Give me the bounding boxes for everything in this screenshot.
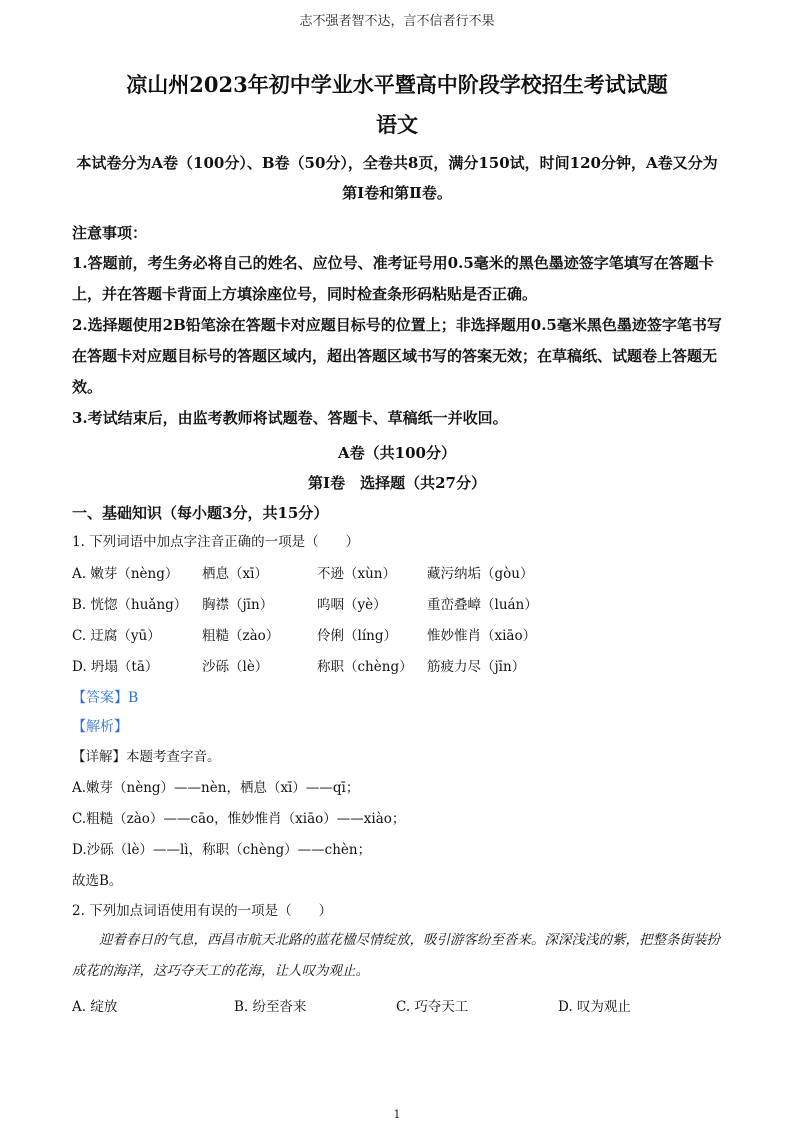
option-cell: 粗糙（zào） [202,627,280,644]
option-cell: D. 坍塌（tā） [72,658,159,675]
exam-title: 凉山州2023年初中学业水平暨高中阶段学校招生考试试题 [126,72,668,97]
answer-label: 【答案】B [72,690,139,706]
exam-intro: 本试卷分为A卷（100分）、B卷（50分），全卷共8页，满分150试，时间120分钟，A卷又分为第Ⅰ卷和第Ⅱ卷。 [76,154,718,202]
option-cell: 筋疲力尽（jīn） [427,658,526,675]
option-row-a [72,556,722,587]
option-cell: B. 恍惚（huǎng） [72,596,188,613]
detail-line: A.嫩芽（nèng）——nèn，栖息（xī）——qī； [72,780,360,796]
page-header: 志不强者智不达，言不信者行不果 [299,14,495,29]
option-cell: A. 嫩芽（nèng） [72,565,179,582]
notice-heading: 注意事项： [72,224,148,242]
notice-item: 2.选择题使用2B铅笔涂在答题卡对应题目标号的位置上；非选择题用0.5毫米黑色墨迹签字笔书写在答题卡对应题目标号的答题区域内，超出答题区域书写的答案无效；在草稿纸、试题卷上答题无效。 [72,316,722,396]
option-cell: 沙砾（lè） [202,658,269,675]
option-cell: 呜咽（yè） [317,596,387,613]
question-1-stem: 1. 下列词语中加点字注音正确的一项是（ ） [72,534,360,550]
option-cell: 栖息（xī） [202,565,268,582]
detail-line: 【详解】本题考查字音。 [72,749,221,765]
option-row-d [72,649,722,680]
detail-line: C.粗糙（zào）——cāo，惟妙惟肖（xiāo）——xiào； [72,811,406,827]
option-cell: C. 迂腐（yū） [72,627,161,644]
question-2-stem: 2. 下列加点词语使用有误的一项是（ ） [72,903,333,919]
option-cell: 伶俐（líng） [317,627,397,644]
option-d: D. 叹为观止 [558,999,631,1015]
detail-line: 故选B。 [72,873,123,889]
document-body [72,70,722,1015]
section-1-heading: 第Ⅰ卷 选择题（共27分） [308,474,486,492]
notice-item: 3.考试结束后，由监考教师将试题卷、答题卡、草稿纸一并收回。 [72,409,508,427]
option-cell: 重峦叠嶂（luán） [427,596,538,613]
option-a: A. 绽放 [72,999,118,1015]
option-b: B. 纷至沓来 [234,999,307,1015]
option-row-c [72,618,722,649]
option-cell: 不逊（xùn） [317,565,397,582]
question-2-passage: 迎着春日的气息，西昌市航天北路的蓝花楹尽情绽放，吸引游客纷至沓来。深深浅浅的紫，把整条街装扮成花的海洋，这巧夺天工的花海，让人叹为观止。 [72,932,720,979]
section-a-heading: A卷（共100分） [338,444,456,462]
subject-title: 语文 [376,112,418,137]
option-cell: 藏污纳垢（gòu） [427,565,534,582]
analysis-label: 【解析】 [72,719,128,735]
page-number: 1 [393,1108,401,1121]
detail-line: D.沙砾（lè）——lì，称职（chèng）——chèn； [72,842,372,858]
option-cell: 称职（chèng） [317,658,413,675]
part-1-heading: 一、基础知识（每小题3分，共15分） [72,504,329,522]
notice-item: 1.答题前，考生务必将自己的姓名、应位号、准考证号用0.5毫米的黑色墨迹签字笔填写在答题卡上，并在答题卡背面上方填涂座位号，同时检查条形码粘贴是否正确。 [72,254,714,303]
question-1-options [72,556,722,680]
option-row-b [72,587,722,618]
question-2-options [72,995,722,1015]
option-c: C. 巧夺天工 [396,999,469,1015]
option-cell: 胸襟（jīn） [202,596,274,613]
option-cell: 惟妙惟肖（xiāo） [427,627,537,644]
notice-list [72,248,722,434]
